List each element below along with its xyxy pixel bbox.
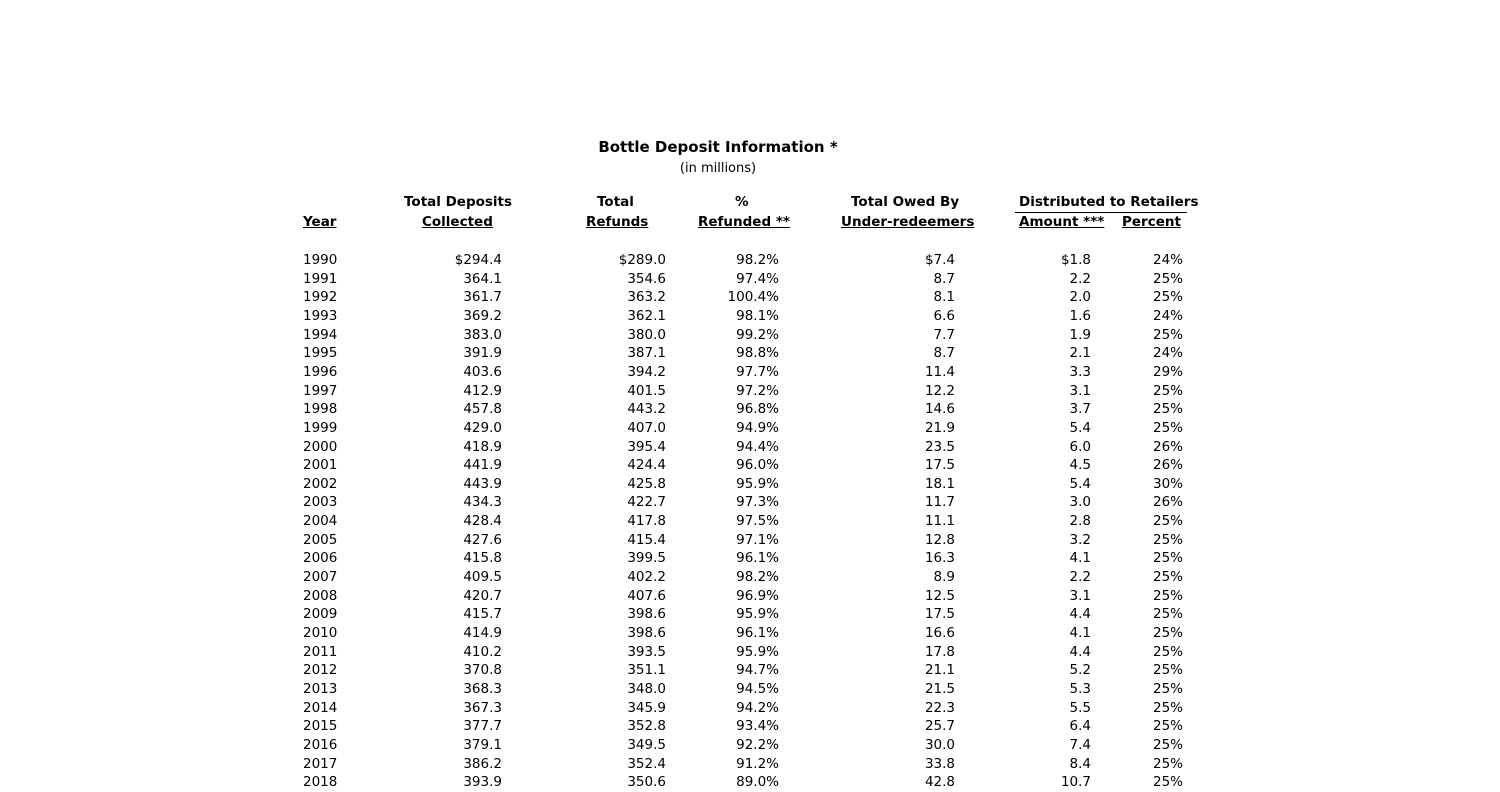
deposits-cell: 418.9	[463, 438, 502, 455]
table-row	[0, 700, 1500, 718]
refunds-cell: 363.2	[627, 289, 666, 306]
year-cell: 2018	[303, 774, 338, 791]
owed-cell: $7.4	[924, 252, 955, 268]
year-cell: 1999	[303, 419, 338, 436]
refunds-cell: 354.6	[627, 270, 666, 287]
owed-cell: 16.6	[924, 625, 955, 641]
table-row	[0, 420, 1500, 438]
table-row	[0, 271, 1500, 289]
distributed-amount-cell: 2.1	[1069, 345, 1091, 362]
table-row	[0, 252, 1500, 270]
distributed-percent-cell: 25%	[1152, 550, 1183, 567]
distributed-amount-cell: 3.3	[1069, 363, 1091, 380]
deposits-cell: 443.9	[463, 475, 502, 492]
pct-refunded-cell: 98.1%	[736, 307, 779, 324]
year-cell: 2000	[303, 438, 338, 455]
year-cell: 2015	[303, 718, 338, 735]
table-row	[0, 345, 1500, 363]
refunds-cell: 398.6	[627, 606, 666, 623]
header-deposits-line1: Total Deposits	[404, 194, 513, 210]
owed-cell: 6.6	[933, 307, 955, 324]
pct-refunded-cell: 94.4%	[736, 438, 779, 455]
table-row	[0, 532, 1500, 550]
distributed-amount-cell: 8.4	[1069, 755, 1091, 772]
owed-cell: 7.7	[933, 326, 955, 343]
pct-refunded-cell: 100.4%	[727, 289, 779, 306]
owed-cell: 8.7	[933, 270, 955, 287]
deposits-cell: 415.7	[463, 606, 502, 623]
refunds-cell: 387.1	[627, 345, 666, 362]
table-row	[0, 588, 1500, 606]
deposits-cell: 420.7	[463, 587, 502, 604]
year-cell: 2009	[303, 606, 338, 623]
pct-refunded-cell: 97.7%	[736, 363, 779, 380]
deposits-cell: 369.2	[463, 307, 502, 324]
year-cell: 2012	[303, 662, 338, 679]
refunds-cell: 415.4	[627, 531, 666, 548]
year-cell: 2005	[303, 531, 338, 548]
owed-cell: 23.5	[924, 438, 955, 455]
deposits-cell: 393.9	[463, 774, 502, 791]
owed-cell: 11.4	[924, 363, 955, 380]
header-pct-line1: %	[735, 194, 749, 210]
pct-refunded-cell: 96.1%	[736, 550, 779, 567]
refunds-cell: 393.5	[627, 643, 666, 660]
year-cell: 2010	[303, 625, 338, 641]
deposits-cell: 361.7	[463, 289, 502, 306]
table-row	[0, 327, 1500, 345]
distributed-amount-cell: 4.1	[1069, 625, 1091, 641]
pct-refunded-cell: 95.9%	[736, 475, 779, 492]
table-row	[0, 364, 1500, 382]
deposits-cell: 428.4	[463, 513, 502, 530]
refunds-cell: 443.2	[627, 401, 666, 418]
header-deposits-line2: Collected	[422, 214, 493, 230]
owed-cell: 25.7	[924, 718, 955, 735]
distributed-percent-cell: 25%	[1152, 606, 1183, 623]
distributed-percent-cell: 25%	[1152, 680, 1183, 697]
distributed-amount-cell: 1.9	[1069, 326, 1091, 343]
owed-cell: 8.1	[933, 289, 955, 306]
distributed-percent-cell: 30%	[1152, 475, 1183, 492]
pct-refunded-cell: 99.2%	[736, 326, 779, 343]
pct-refunded-cell: 98.2%	[736, 252, 779, 268]
owed-cell: 16.3	[924, 550, 955, 567]
distributed-percent-cell: 25%	[1152, 419, 1183, 436]
owed-cell: 21.9	[924, 419, 955, 436]
distributed-percent-cell: 25%	[1152, 718, 1183, 735]
distributed-percent-cell: 25%	[1152, 774, 1183, 791]
table-row	[0, 774, 1500, 792]
deposits-cell: 368.3	[463, 680, 502, 697]
distributed-percent-cell: 24%	[1152, 345, 1183, 362]
table-row	[0, 681, 1500, 699]
pct-refunded-cell: 97.2%	[736, 382, 779, 399]
refunds-cell: 349.5	[627, 736, 666, 753]
distributed-percent-cell: 24%	[1152, 252, 1183, 268]
pct-refunded-cell: 97.1%	[736, 531, 779, 548]
refunds-cell: 401.5	[627, 382, 666, 399]
owed-cell: 22.3	[924, 699, 955, 716]
deposits-cell: 434.3	[463, 494, 502, 511]
owed-cell: 8.9	[933, 569, 955, 586]
table-row	[0, 756, 1500, 774]
deposits-cell: 441.9	[463, 457, 502, 474]
refunds-cell: 398.6	[627, 625, 666, 641]
deposits-cell: 367.3	[463, 699, 502, 716]
pct-refunded-cell: 97.5%	[736, 513, 779, 530]
year-cell: 2003	[303, 494, 338, 511]
pct-refunded-cell: 91.2%	[736, 755, 779, 772]
distributed-percent-cell: 25%	[1152, 326, 1183, 343]
year-cell: 2004	[303, 513, 338, 530]
year-cell: 1993	[303, 307, 338, 324]
header-pct-line2: Refunded **	[698, 214, 790, 230]
distributed-amount-cell: 5.2	[1069, 662, 1091, 679]
deposits-cell: $294.4	[454, 252, 502, 268]
year-cell: 2016	[303, 736, 338, 753]
year-cell: 1997	[303, 382, 338, 399]
pct-refunded-cell: 96.1%	[736, 625, 779, 641]
refunds-cell: 402.2	[627, 569, 666, 586]
table-row	[0, 606, 1500, 624]
table-row	[0, 457, 1500, 475]
refunds-cell: 380.0	[627, 326, 666, 343]
deposits-cell: 412.9	[463, 382, 502, 399]
table-row	[0, 737, 1500, 755]
table-row	[0, 625, 1500, 643]
year-cell: 2017	[303, 755, 338, 772]
deposits-cell: 379.1	[463, 736, 502, 753]
year-cell: 2011	[303, 643, 338, 660]
header-amount: Amount ***	[1019, 214, 1105, 230]
deposits-cell: 429.0	[463, 419, 502, 436]
distributed-amount-cell: 3.7	[1069, 401, 1091, 418]
table-row	[0, 308, 1500, 326]
pct-refunded-cell: 96.8%	[736, 401, 779, 418]
deposits-cell: 409.5	[463, 569, 502, 586]
owed-cell: 14.6	[924, 401, 955, 418]
page-subtitle: (in millions)	[679, 161, 757, 176]
deposits-cell: 364.1	[463, 270, 502, 287]
refunds-cell: 425.8	[627, 475, 666, 492]
pct-refunded-cell: 94.5%	[736, 680, 779, 697]
year-cell: 2013	[303, 680, 338, 697]
year-cell: 2008	[303, 587, 338, 604]
refunds-cell: 350.6	[627, 774, 666, 791]
distributed-percent-cell: 29%	[1152, 363, 1183, 380]
table-row	[0, 513, 1500, 531]
refunds-cell: 422.7	[627, 494, 666, 511]
refunds-cell: 352.4	[627, 755, 666, 772]
owed-cell: 17.5	[924, 606, 955, 623]
distributed-percent-cell: 25%	[1152, 625, 1183, 641]
refunds-cell: 348.0	[627, 680, 666, 697]
table-row	[0, 401, 1500, 419]
deposits-cell: 415.8	[463, 550, 502, 567]
refunds-cell: 424.4	[627, 457, 666, 474]
page-title: Bottle Deposit Information *	[598, 138, 838, 156]
distributed-amount-cell: 4.4	[1069, 643, 1091, 660]
owed-cell: 21.5	[924, 680, 955, 697]
deposits-cell: 427.6	[463, 531, 502, 548]
distributed-percent-cell: 25%	[1152, 513, 1183, 530]
year-cell: 2006	[303, 550, 338, 567]
distributed-amount-cell: 3.1	[1069, 382, 1091, 399]
year-cell: 1994	[303, 326, 338, 343]
distributed-percent-cell: 25%	[1152, 401, 1183, 418]
refunds-cell: 345.9	[627, 699, 666, 716]
distributed-percent-cell: 25%	[1152, 569, 1183, 586]
distributed-amount-cell: 10.7	[1060, 774, 1091, 791]
pct-refunded-cell: 98.8%	[736, 345, 779, 362]
owed-cell: 17.5	[924, 457, 955, 474]
pct-refunded-cell: 96.0%	[736, 457, 779, 474]
pct-refunded-cell: 95.9%	[736, 606, 779, 623]
deposits-cell: 377.7	[463, 718, 502, 735]
year-cell: 2002	[303, 475, 338, 492]
distributed-percent-cell: 25%	[1152, 643, 1183, 660]
table-row	[0, 550, 1500, 568]
distributed-amount-cell: 4.1	[1069, 550, 1091, 567]
distributed-amount-cell: 2.2	[1069, 569, 1091, 586]
refunds-cell: 395.4	[627, 438, 666, 455]
distributed-percent-cell: 24%	[1152, 307, 1183, 324]
owed-cell: 12.8	[924, 531, 955, 548]
distributed-percent-cell: 25%	[1152, 662, 1183, 679]
year-cell: 2014	[303, 699, 338, 716]
owed-cell: 8.7	[933, 345, 955, 362]
pct-refunded-cell: 94.9%	[736, 419, 779, 436]
refunds-cell: 407.6	[627, 587, 666, 604]
year-cell: 1990	[303, 252, 338, 268]
pct-refunded-cell: 94.7%	[736, 662, 779, 679]
distributed-percent-cell: 25%	[1152, 755, 1183, 772]
distributed-percent-cell: 25%	[1152, 270, 1183, 287]
refunds-cell: 351.1	[627, 662, 666, 679]
distributed-amount-cell: 5.4	[1069, 475, 1091, 492]
distributed-percent-cell: 25%	[1152, 531, 1183, 548]
refunds-cell: $289.0	[618, 252, 666, 268]
deposits-cell: 457.8	[463, 401, 502, 418]
table-row	[0, 476, 1500, 494]
distributed-percent-cell: 25%	[1152, 736, 1183, 753]
year-cell: 1991	[303, 270, 338, 287]
owed-cell: 33.8	[924, 755, 955, 772]
owed-cell: 11.1	[924, 513, 955, 530]
owed-cell: 21.1	[924, 662, 955, 679]
distributed-percent-cell: 25%	[1152, 587, 1183, 604]
distributed-amount-cell: 4.5	[1069, 457, 1091, 474]
pct-refunded-cell: 97.4%	[736, 270, 779, 287]
table-row	[0, 718, 1500, 736]
distributed-amount-cell: 4.4	[1069, 606, 1091, 623]
deposits-cell: 414.9	[463, 625, 502, 641]
refunds-cell: 352.8	[627, 718, 666, 735]
distributed-amount-cell: 5.3	[1069, 680, 1091, 697]
pct-refunded-cell: 93.4%	[736, 718, 779, 735]
pct-refunded-cell: 97.3%	[736, 494, 779, 511]
deposits-cell: 403.6	[463, 363, 502, 380]
year-cell: 2001	[303, 457, 338, 474]
table-row	[0, 289, 1500, 307]
refunds-cell: 399.5	[627, 550, 666, 567]
year-cell: 1998	[303, 401, 338, 418]
header-distributed-group: Distributed to Retailers	[1019, 194, 1199, 210]
owed-cell: 12.5	[924, 587, 955, 604]
group-underline	[1015, 212, 1187, 213]
table-row	[0, 662, 1500, 680]
table-row	[0, 383, 1500, 401]
year-cell: 1992	[303, 289, 338, 306]
table-row	[0, 644, 1500, 662]
distributed-amount-cell: 7.4	[1069, 736, 1091, 753]
pct-refunded-cell: 89.0%	[736, 774, 779, 791]
pct-refunded-cell: 92.2%	[736, 736, 779, 753]
distributed-percent-cell: 26%	[1152, 438, 1183, 455]
table-row	[0, 439, 1500, 457]
owed-cell: 11.7	[924, 494, 955, 511]
owed-cell: 30.0	[924, 736, 955, 753]
deposits-cell: 383.0	[463, 326, 502, 343]
header-refunds-line1: Total	[597, 194, 634, 210]
distributed-amount-cell: $1.8	[1060, 252, 1091, 268]
distributed-amount-cell: 3.1	[1069, 587, 1091, 604]
owed-cell: 12.2	[924, 382, 955, 399]
deposits-cell: 391.9	[463, 345, 502, 362]
distributed-amount-cell: 6.0	[1069, 438, 1091, 455]
year-cell: 1995	[303, 345, 338, 362]
deposits-cell: 370.8	[463, 662, 502, 679]
owed-cell: 18.1	[924, 475, 955, 492]
header-year: Year	[303, 214, 337, 230]
year-cell: 1996	[303, 363, 338, 380]
pct-refunded-cell: 96.9%	[736, 587, 779, 604]
pct-refunded-cell: 94.2%	[736, 699, 779, 716]
refunds-cell: 407.0	[627, 419, 666, 436]
pct-refunded-cell: 98.2%	[736, 569, 779, 586]
distributed-percent-cell: 25%	[1152, 382, 1183, 399]
distributed-amount-cell: 5.5	[1069, 699, 1091, 716]
header-owed-line2: Under-redeemers	[841, 214, 975, 230]
distributed-percent-cell: 26%	[1152, 494, 1183, 511]
header-refunds-line2: Refunds	[586, 214, 649, 230]
owed-cell: 42.8	[924, 774, 955, 791]
distributed-amount-cell: 2.8	[1069, 513, 1091, 530]
distributed-percent-cell: 25%	[1152, 289, 1183, 306]
header-percent: Percent	[1122, 214, 1181, 230]
deposits-cell: 386.2	[463, 755, 502, 772]
pct-refunded-cell: 95.9%	[736, 643, 779, 660]
year-cell: 2007	[303, 569, 338, 586]
distributed-percent-cell: 26%	[1152, 457, 1183, 474]
distributed-percent-cell: 25%	[1152, 699, 1183, 716]
distributed-amount-cell: 2.0	[1069, 289, 1091, 306]
refunds-cell: 394.2	[627, 363, 666, 380]
table-row	[0, 569, 1500, 587]
distributed-amount-cell: 2.2	[1069, 270, 1091, 287]
table-row	[0, 494, 1500, 512]
distributed-amount-cell: 3.0	[1069, 494, 1091, 511]
refunds-cell: 362.1	[627, 307, 666, 324]
deposits-cell: 410.2	[463, 643, 502, 660]
refunds-cell: 417.8	[627, 513, 666, 530]
distributed-amount-cell: 3.2	[1069, 531, 1091, 548]
distributed-amount-cell: 6.4	[1069, 718, 1091, 735]
distributed-amount-cell: 1.6	[1069, 307, 1091, 324]
header-owed-line1: Total Owed By	[851, 194, 960, 210]
owed-cell: 17.8	[924, 643, 955, 660]
distributed-amount-cell: 5.4	[1069, 419, 1091, 436]
